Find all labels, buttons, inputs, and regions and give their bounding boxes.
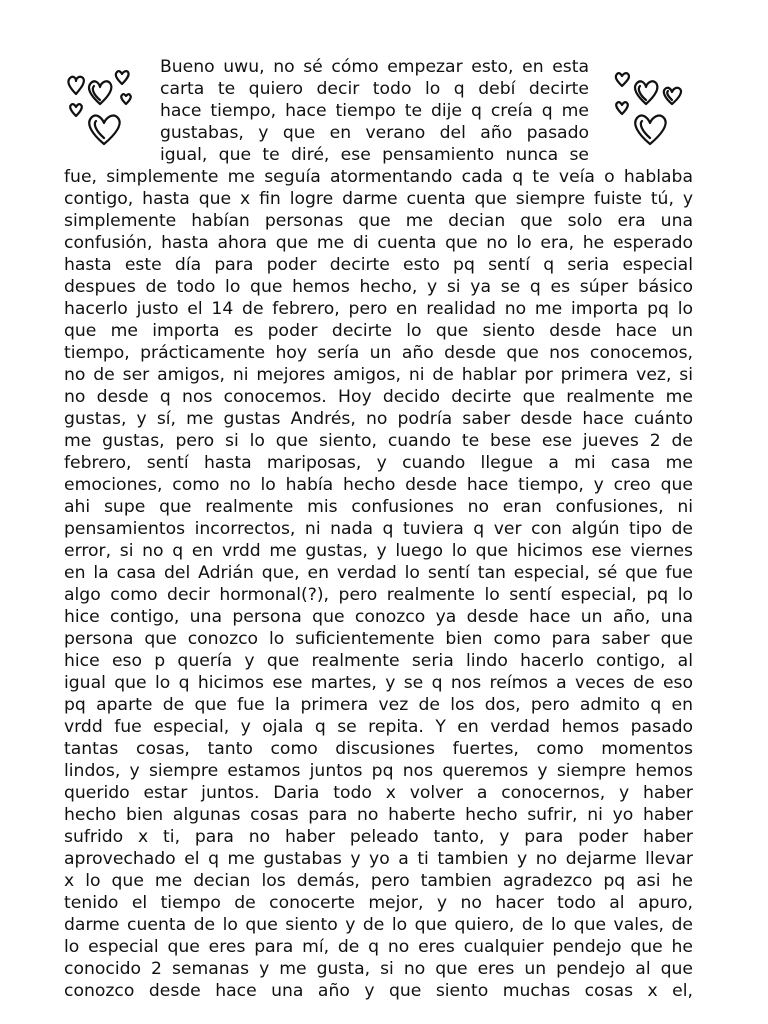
letter-line: gustabas, y que en verano del año pasado [160, 123, 589, 143]
letter-line: aprovechado el q me gustabas y yo a ti tambien y no dejarme llevar [64, 849, 693, 869]
letter-line: no desde q nos conocemos. Hoy decido decirte que realmente me [64, 387, 693, 407]
letter-line: igual que lo q hicimos ese martes, y se q nos reímos a veces de eso [64, 673, 693, 693]
letter-line: hasta este día para poder decirte esto pq sentí q seria especial [64, 255, 693, 275]
hearts-doodle-right-icon [610, 66, 690, 148]
letter-line: vrdd fue especial, y ojala q se repita. Y en verdad hemos pasado [64, 717, 693, 737]
letter-line: tiempo, prácticamente hoy sería un año desde que nos conocemos, [64, 343, 693, 363]
letter-line: Bueno uwu, no sé cómo empezar esto, en esta [160, 57, 589, 77]
letter-line: no de ser amigos, ni mejores amigos, ni de hablar por primera vez, si [64, 365, 693, 385]
letter-line: confusión, hasta ahora que me di cuenta que no lo era, he esperado [64, 233, 693, 253]
letter-line: pensamientos incorrectos, ni nada q tuviera q ver con algún tipo de [64, 519, 693, 539]
letter-line: febrero, sentí hasta mariposas, y cuando llegue a mi casa me [64, 453, 693, 473]
letter-line: despues de todo lo que hemos hecho, y si ya se q es súper básico [64, 277, 693, 297]
letter-line: fue, simplemente me seguía atormentando cada q te veía o hablaba [64, 167, 693, 187]
letter-line: simplemente habían personas que me decian que solo era una [64, 211, 693, 231]
letter-line: error, si no q en vrdd me gustas, y luego lo que hicimos ese viernes [64, 541, 693, 561]
letter-line: conocido 2 semanas y me gusta, si no que eres un pendejo al que [64, 959, 693, 979]
letter-line: tenido el tiempo de conocerte mejor, y no hacer todo al apuro, [64, 893, 693, 913]
letter-line: igual, que te diré, ese pensamiento nunca se [160, 145, 589, 165]
letter-line: en la casa del Adrián que, en verdad lo sentí tan especial, sé que fue [64, 563, 693, 583]
letter-line: me gustas, pero si lo que siento, cuando te bese ese jueves 2 de [64, 431, 693, 451]
letter-line: que me importa es poder decirte lo que siento desde hace un [64, 321, 693, 341]
letter-line: gustas, y sí, me gustas Andrés, no podría saber desde hace cuánto [64, 409, 693, 429]
letter-line: hice eso p quería y que realmente seria lindo hacerlo contigo, al [64, 651, 693, 671]
letter-line: conozco desde hace una año y que siento muchas cosas x el, [64, 981, 693, 1001]
letter-line: hace tiempo, hace tiempo te dije q creía q me [160, 101, 589, 121]
letter-line: querido estar juntos. Daria todo x volver a conocernos, y haber [64, 783, 693, 803]
letter-line: algo como decir hormonal(?), pero realmente lo sentí especial, pq lo [64, 585, 693, 605]
letter-line: hecho bien algunas cosas para no haberte hecho sufrir, ni yo haber [64, 805, 693, 825]
letter-line: x lo que me decian los demás, pero tambien agradezco pq asi he [64, 871, 693, 891]
letter-line: tantas cosas, tanto como discusiones fuertes, como momentos [64, 739, 693, 759]
letter-line: sufrido x ti, para no haber peleado tanto, y para poder haber [64, 827, 693, 847]
letter-line: lindos, y siempre estamos juntos pq nos queremos y siempre hemos [64, 761, 693, 781]
letter-line: contigo, hasta que x fin logre darme cuenta que siempre fuiste tú, y [64, 189, 693, 209]
hearts-doodle-left-icon [64, 66, 140, 148]
letter-line: ahi supe que realmente mis confusiones no eran confusiones, ni [64, 497, 693, 517]
letter-line: hice contigo, una persona que conozco ya desde hace un año, una [64, 607, 693, 627]
letter-line: pq aparte de que fue la primera vez de los dos, pero admito q en [64, 695, 693, 715]
letter-line: emociones, como no lo había hecho desde hace tiempo, y creo que [64, 475, 693, 495]
letter-line: carta te quiero decir todo lo q debí decirte [160, 79, 589, 99]
letter-line: darme cuenta de lo que siento y de lo que quiero, de lo que vales, de [64, 915, 693, 935]
letter-line: hacerlo justo el 14 de febrero, pero en realidad no me importa pq lo [64, 299, 693, 319]
letter-line: persona que conozco lo suficientemente bien como para saber que [64, 629, 693, 649]
letter-line: lo especial que eres para mí, de q no eres cualquier pendejo que he [64, 937, 693, 957]
